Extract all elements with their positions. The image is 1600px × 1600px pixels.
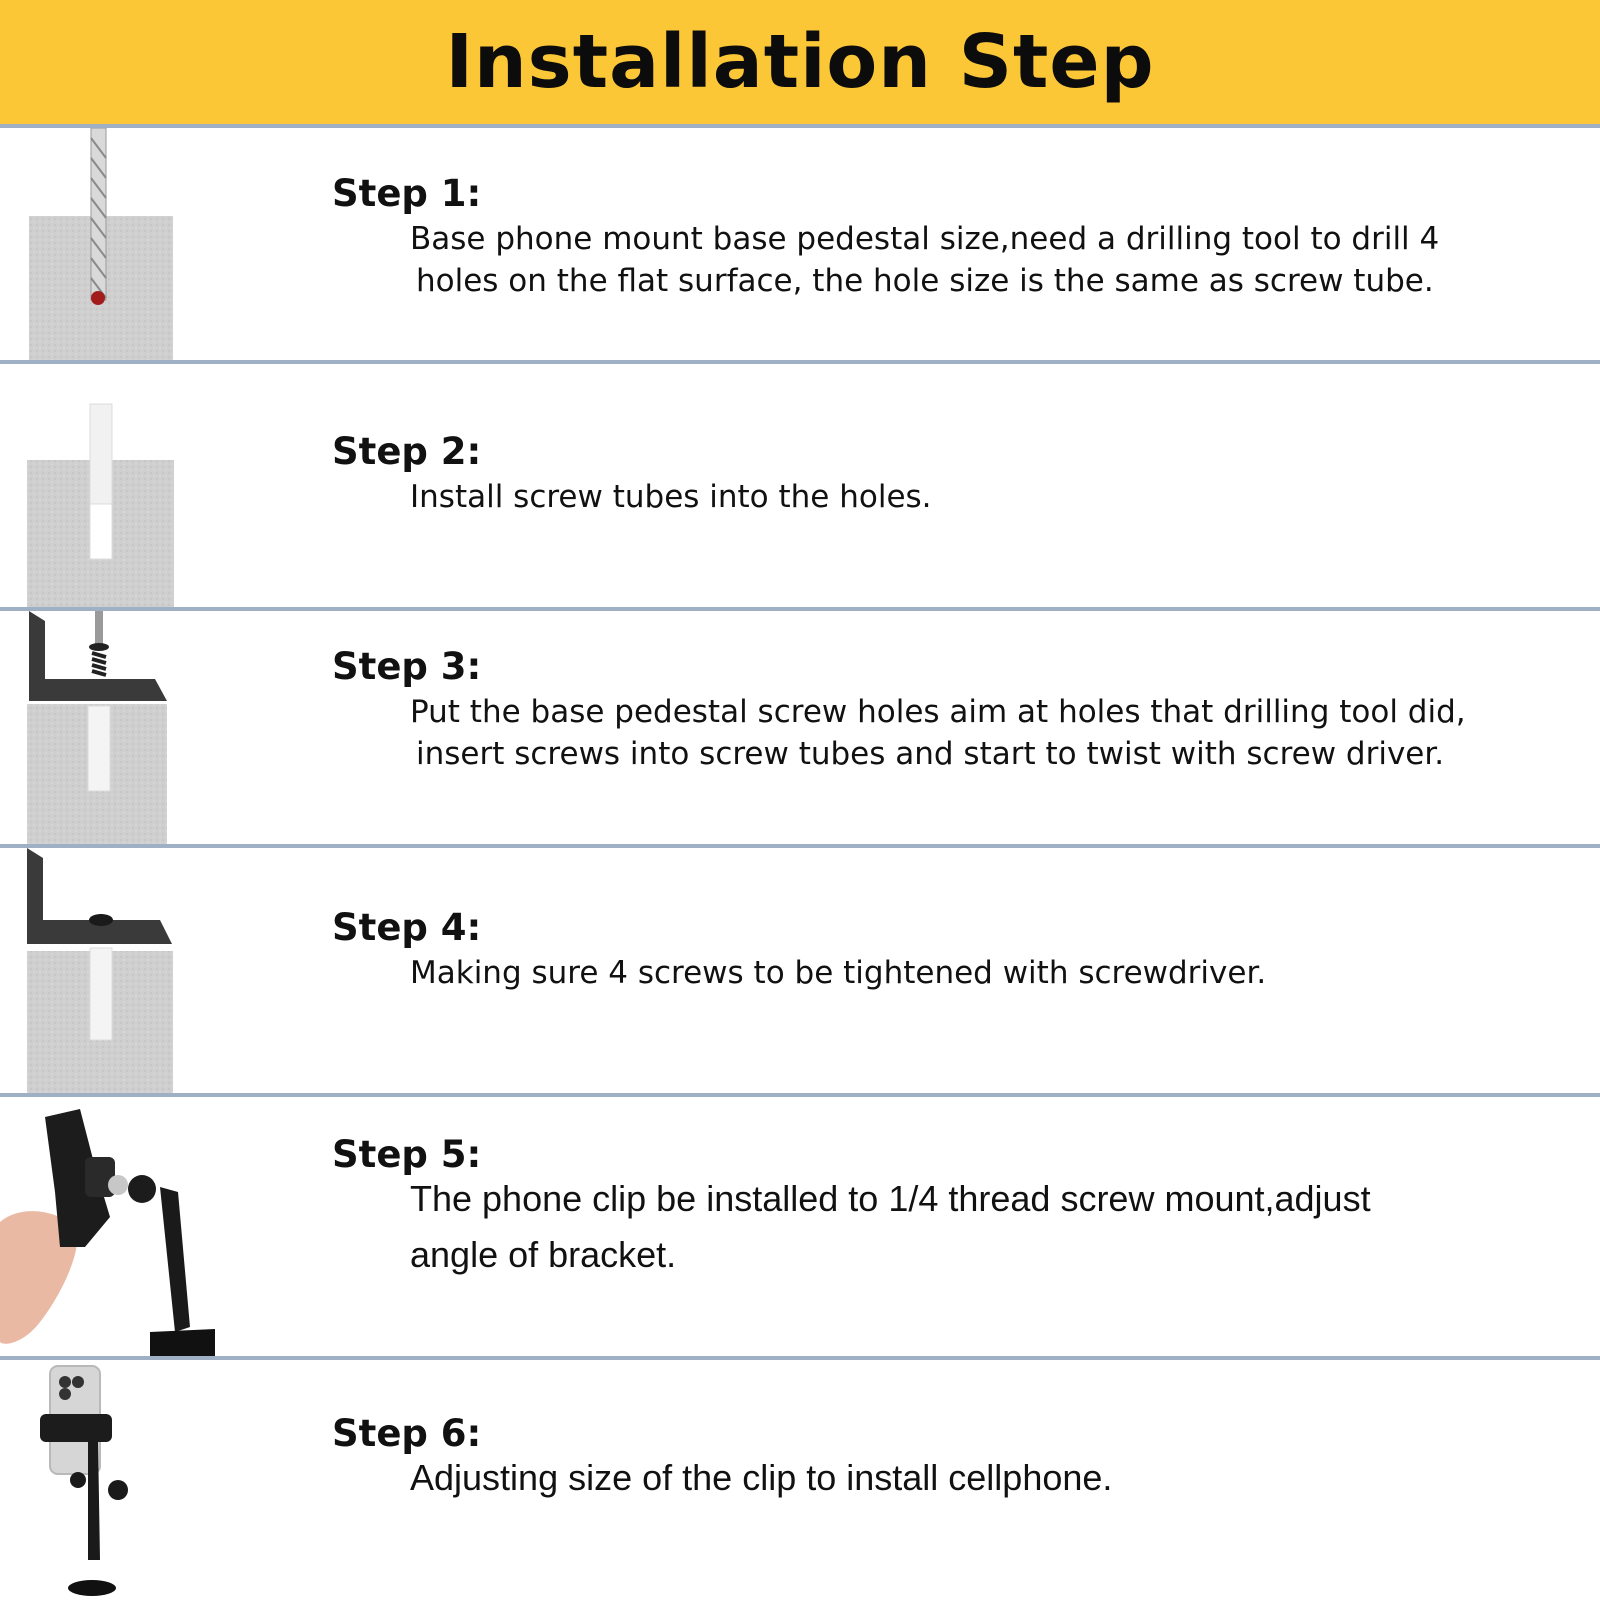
step-4-line-1: Making sure 4 screws to be tightened with screwdriver. xyxy=(410,955,1267,991)
phone-clip-icon xyxy=(0,1097,240,1356)
step-3-row xyxy=(0,611,1600,848)
step-4-description xyxy=(410,952,1560,994)
step-5-line-1: The phone clip be installed to 1/4 thread screw mount,adjust xyxy=(410,1178,1371,1219)
tightened-screw-icon xyxy=(0,848,240,1093)
drill-bit-icon xyxy=(0,128,240,360)
step-5-line-2: angle of bracket. xyxy=(410,1234,677,1275)
page-title: Installation Step xyxy=(445,19,1155,105)
header-banner xyxy=(0,0,1600,128)
step-2-line-1: Install screw tubes into the holes. xyxy=(410,479,932,515)
step-2-title: Step 2: xyxy=(332,430,482,473)
step-6-title: Step 6: xyxy=(332,1412,482,1455)
step-6-line-1: Adjusting size of the clip to install cellphone. xyxy=(410,1457,1113,1498)
step-1-row xyxy=(0,128,1600,364)
step-1-title: Step 1: xyxy=(332,172,482,215)
step-5-title: Step 5: xyxy=(332,1133,482,1176)
step-5-description xyxy=(410,1171,1560,1283)
step-1-description xyxy=(410,218,1560,302)
step-4-title: Step 4: xyxy=(332,906,482,949)
screw-tube-icon xyxy=(0,364,240,607)
step-1-line-2: holes on the flat surface, the hole size is the same as screw tube. xyxy=(416,263,1434,299)
step-5-row xyxy=(0,1097,1600,1360)
step-3-line-2: insert screws into screw tubes and start to twist with screw driver. xyxy=(416,736,1445,772)
step-4-row xyxy=(0,848,1600,1097)
step-3-title: Step 3: xyxy=(332,645,482,688)
step-3-line-1: Put the base pedestal screw holes aim at holes that drilling tool did, xyxy=(410,694,1466,730)
phone-mount-icon xyxy=(0,1360,240,1600)
step-1-line-1: Base phone mount base pedestal size,need a drilling tool to drill 4 xyxy=(410,221,1440,257)
step-3-description xyxy=(410,691,1560,775)
pedestal-screw-icon xyxy=(0,611,240,844)
step-2-description xyxy=(410,476,1560,518)
step-2-row xyxy=(0,364,1600,611)
step-6-row xyxy=(0,1360,1600,1600)
step-6-description xyxy=(410,1450,1560,1506)
